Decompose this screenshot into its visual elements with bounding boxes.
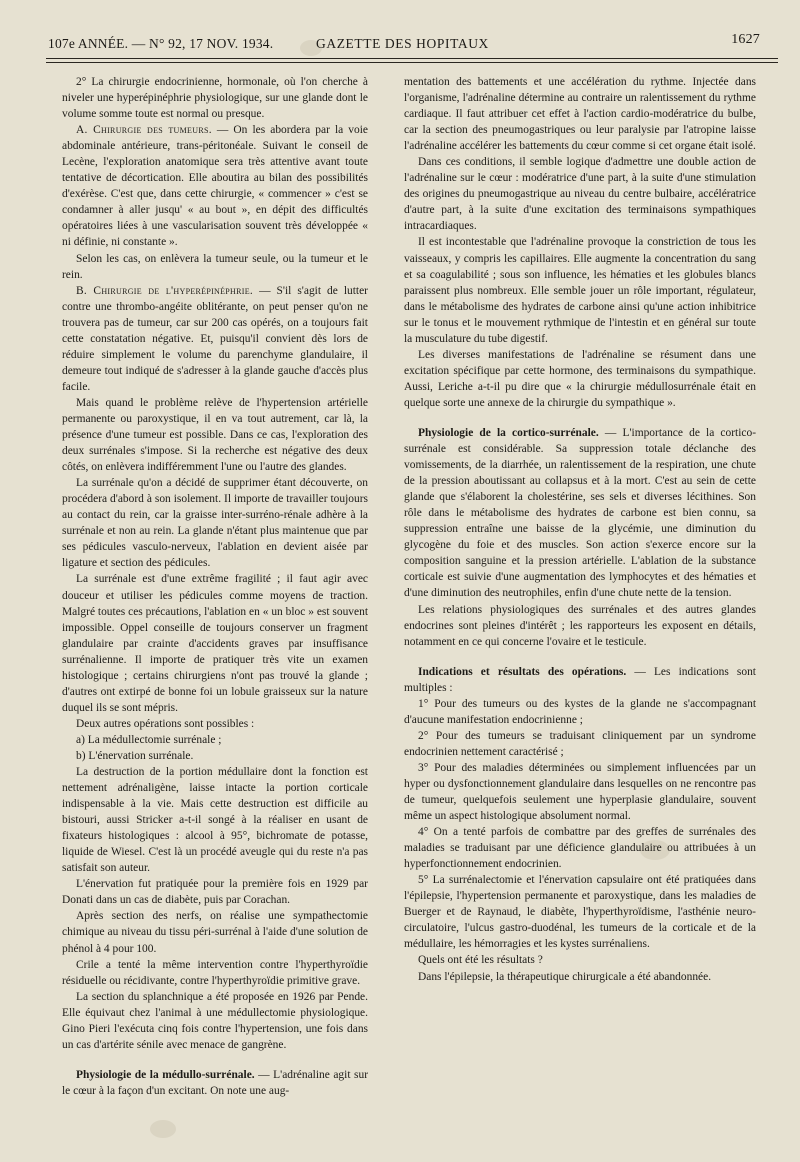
paragraph-text: — L'adrénaline agit sur le cœur à la façon d'un excitant. On note une aug- bbox=[62, 1068, 369, 1097]
paragraph bbox=[62, 251, 368, 283]
paragraph bbox=[62, 1067, 368, 1099]
paragraph bbox=[404, 696, 756, 728]
paragraph bbox=[404, 425, 756, 602]
paragraph bbox=[62, 876, 368, 908]
issue-line: 107e ANNÉE. — N° 92, 17 NOV. 1934. bbox=[48, 36, 274, 51]
paragraph-text: Deux autres opérations sont possibles : bbox=[76, 717, 255, 730]
paragraph bbox=[62, 764, 368, 876]
paragraph bbox=[404, 602, 756, 650]
paragraph bbox=[404, 728, 756, 760]
paragraph bbox=[62, 571, 368, 715]
header-rule-thick bbox=[46, 58, 778, 59]
paragraph-text: Dans ces conditions, il semble logique d'admettre une double action de l'adrénaline sur le cœur : modératrice d'une part, à la suite d'une stimulation des origines du pneumogastrique au niveau du centre bulbaire, accélératrice d'autre part, à la suite d'une excitation des terminaisons sympathiques intracardiaques. bbox=[404, 156, 756, 233]
paragraph-text: 5° La surrénalectomie et l'énervation capsulaire ont été pratiquées dans l'épilepsie, l'hypertension permanente et paroxystique, dans les maladies de Buerger et de Raynaud, le diabète, l'hyperthyroïdisme, l'asthénie neuro-circulatoire, l'ulcus gastro-duodénal, les tumeurs de la corticale et de la médullaire, les hémorragies et les kystes surrénaliens. bbox=[404, 874, 756, 951]
paragraph-text: Les relations physiologiques des surrénales et des autres glandes endocrines sont pleines d'intérêt ; les rapporteurs les exposent en détails, notamment en ce qui concerne l'ovaire et le testicule. bbox=[404, 603, 756, 648]
paragraph-text: Il est incontestable que l'adrénaline provoque la constriction de tous les vaisseaux, y compris les capillaires. Elle augmente la concentration du sang et sa coagulabilité ; sous son influence, les hématies et les globules blancs paraissent plus nombreux. Elle semble jouer un rôle important, régulateur, dans le métabolisme des hydrates de carbone ainsi qu'une action inhibitrice sur le tonus et le mouvement rythmique de l'intestin et en général sur toute la musculature du tube digestif. bbox=[404, 236, 756, 345]
paragraph-text: 2° La chirurgie endocrinienne, hormonale, où l'on cherche à niveler une hyperépinéphrie physiologique, sur une glande dont le volume somme toute est normal ou presque. bbox=[62, 76, 368, 121]
paragraph-text: L'énervation fut pratiquée pour la première fois en 1929 par Donati dans un cas de diabète, puis par Corachan. bbox=[62, 878, 368, 907]
paragraph bbox=[62, 395, 368, 475]
journal-title: GAZETTE DES HOPITAUX bbox=[316, 36, 489, 51]
paragraph bbox=[62, 957, 368, 989]
paragraph-text: mentation des battements et une accélération du rythme. Injectée dans l'organisme, l'adrénaline détermine au contraire un ralentissement du rythme cardiaque. Il faut attribuer cet effet à l'action cardio-modératrice du bulbe, car la section des pneumogastriques ou leur paralysie par l'atropine laisse l'adrénaline accélérer les battements du cœur comme si cet organe était isolé. bbox=[404, 76, 756, 153]
running-header bbox=[48, 32, 772, 54]
paragraph bbox=[62, 908, 368, 956]
paragraph bbox=[62, 283, 368, 395]
page-number: 1627 bbox=[731, 32, 760, 47]
paragraph bbox=[404, 824, 756, 872]
left-column bbox=[62, 74, 368, 1099]
paragraph bbox=[404, 760, 756, 824]
paragraph bbox=[62, 748, 368, 764]
paragraph bbox=[404, 74, 756, 154]
paragraph-text: a) La médullectomie surrénale ; bbox=[76, 733, 222, 746]
paragraph-text: Mais quand le problème relève de l'hypertension artérielle permanente ou paroxystique, il en va tout autrement, car là, la présence d'une tumeur est possible. Dans ce cas, l'exploration des deux surrénales s'impose. Si la recherche est négative des deux côtés, on enlèvera indifféremment l'une ou l'autre des glandes. bbox=[62, 396, 368, 474]
paragraph-text: — On les abordera par la voie abdominale antérieure, trans-péritonéale. Suivant le conseil de Lecène, l'exploration anatomique sera très attentive avant toute tentative de décortication. Elle aboutira au bilan des possibilités d'exérèse. C'est que, dans cette chirurgie, « commencer » c'est se condamner à aller jusqu' « au bout », en dépit des difficultés opératoires liées à une vascularisation souvent très développée « ni définie, ni constante ». bbox=[62, 124, 368, 249]
paragraph bbox=[62, 475, 368, 571]
paragraph bbox=[62, 122, 368, 250]
paragraph-text: b) L'énervation surrénale. bbox=[76, 749, 194, 762]
paragraph-text: — Les indications sont multiples : bbox=[404, 665, 756, 694]
paragraph-text: La destruction de la portion médullaire dont la fonction est nettement adrénaligène, laisse intacte la portion corticale indispensable à la vie. Mais cette destruction est difficile au bistouri, aussi Stricker a-t-il songé à la réaliser en usant de fixateurs histologiques : alcool à 95°, bichromate de potasse, liquide de Wiesel. C'est là un procédé aveugle qui du reste n'a pas satisfait son auteur. bbox=[62, 766, 368, 875]
paragraph-text: Après section des nerfs, on réalise une sympathectomie chimique au niveau du tissu péri-surrénal à l'aide d'une solution de phénol à 4 pour 100. bbox=[62, 910, 368, 955]
paragraph-text: Les diverses manifestations de l'adrénaline se résument dans une excitation spécifique par cette hormone, des terminaisons du sympathique. Aussi, Leriche a-t-il pu dire que « la chirurgie médullosurrénale était en quelque sorte une annexe de la chirurgie du sympathique ». bbox=[404, 348, 756, 409]
paragraph bbox=[404, 234, 756, 346]
paragraph-heading: Physiologie de la cortico-surrénale. bbox=[418, 426, 599, 439]
paragraph-text: La surrénale qu'on a décidé de supprimer étant découverte, on procédera d'abord à son isolement. Il importe de travailler toujours au contact du rein, car la graisse inter-surréno-rénale adhère à la surrénale et non au rein. La glande n'étant plus maintenue que par ses pédicules vasculo-nerveux, l'ablation en devient aisée par ligature et section des pédicules. bbox=[62, 477, 368, 570]
paragraph-text: Dans l'épilepsie, la thérapeutique chirurgicale a été abandonnée. bbox=[418, 970, 712, 983]
paragraph-text: La section du splanchnique a été proposée en 1926 par Pende. Elle équivaut chez l'animal à une médullectomie physiologique. Gino Pieri l'exécuta cinq fois contre l'hypertension, une fois dans un cas d'artérite sénile avec menace de gangrène. bbox=[62, 990, 368, 1051]
paragraph-text: 4° On a tenté parfois de combattre par des greffes de surrénales des maladies se traduisant par une déficience glandulaire ou attribuées à un hyperfonctionnement endocrinien. bbox=[404, 826, 756, 871]
paragraph bbox=[404, 664, 756, 696]
paragraph bbox=[404, 952, 756, 968]
paragraph bbox=[404, 969, 756, 985]
paragraph-heading: B. Chirurgie de l'hyperépinéphrie. bbox=[76, 284, 254, 297]
paragraph-text: Selon les cas, on enlèvera la tumeur seule, ou la tumeur et le rein. bbox=[62, 252, 368, 281]
paragraph-heading: A. Chirurgie des tumeurs. bbox=[76, 124, 212, 137]
paragraph-text: La surrénale est d'une extrême fragilité ; il faut agir avec douceur et utiliser les pédicules comme moyens de traction. Malgré toutes ces précautions, l'ablation en « un bloc » est souvent impossible. Oppel conseille de toujours conserver un fragment glandulaire par crainte d'accidents graves par insuffisance surrénalienne. Il importe de pratiquer très vite un examen histologique ; certains chirurgiens n'ont pas trouvé la glande ; d'autres ont extirpé de bonne foi un lobule graisseux sur la nature duquel ils se sont mépris. bbox=[62, 573, 368, 714]
paragraph-heading: Indications et résultats des opérations. bbox=[418, 665, 627, 678]
header-rule-thin bbox=[46, 62, 778, 63]
paragraph-text: 1° Pour des tumeurs ou des kystes de la glande ne s'accompagnant d'aucune manifestation endocrinienne ; bbox=[404, 697, 756, 726]
paragraph-text: Quels ont été les résultats ? bbox=[418, 954, 543, 967]
paragraph-text: 3° Pour des maladies déterminées ou simplement influencées par un hyper ou dysfonctionnement glandulaire dans lesquelles on ne rencontre pas de tumeur, quelquefois seulement une hyperplasie glandulaire, souvent même un aspect histologique absolument normal. bbox=[404, 761, 756, 823]
paragraph-heading: Physiologie de la médullo-surrénale. bbox=[76, 1068, 255, 1081]
paragraph bbox=[62, 74, 368, 122]
paragraph bbox=[62, 716, 368, 732]
paragraph-text: — L'importance de la cortico-surrénale est considérable. Sa suppression totale déclanche des vomissements, de la diarrhée, un ralentissement de la respiration, une chute de la pression aboutissant au collapsus et à la mort. C'est au sein de cette glande que s'élaborent la cholestérine, ses sels et diverses lécithines. Son rôle dans le métabolisme des hydrates de carbone est bien connu, sa suppression entraîne une baisse de la glycémie, une diminution du glycogène du foie et des muscles. Son action s'exerce encore sur la composition sanguine et la pression artérielle. L'ablation de la substance corticale est suivie d'une augmentation des lymphocytes et des hématies et d'une diminution des neutrophiles, enfin d'une chute nette de la tension. bbox=[404, 426, 756, 600]
right-column bbox=[404, 74, 756, 985]
paragraph-text: Crile a tenté la même intervention contre l'hyperthyroïdie résiduelle ou récidivante, contre l'hyperthyroïdie primitive grave. bbox=[62, 958, 368, 987]
paragraph bbox=[404, 872, 756, 952]
paragraph-text: 2° Pour des tumeurs se traduisant cliniquement par un syndrome endocrinien nettement caractérisé ; bbox=[404, 729, 756, 758]
paragraph bbox=[404, 347, 756, 411]
paragraph-text: — S'il s'agit de lutter contre une thrombo-angéite oblitérante, on peut penser qu'on ne trouvera pas de tumeur, car sur 200 cas opérés, on a toujours fait cette constatation négative. Et, puisqu'il convient dès lors de réduire simplement le volume du parenchyme glandulaire, il demeure tout indiqué de s'adresser à la glande gauche d'accès plus facile. bbox=[62, 284, 368, 393]
paragraph bbox=[62, 732, 368, 748]
paragraph bbox=[404, 154, 756, 234]
paragraph bbox=[62, 989, 368, 1053]
